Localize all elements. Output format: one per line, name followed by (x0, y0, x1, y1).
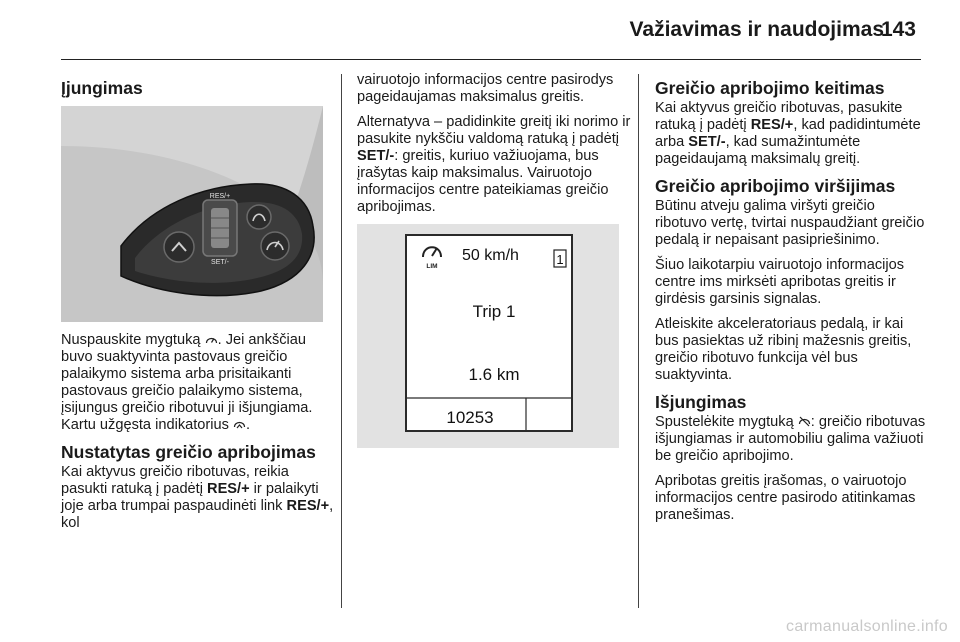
section-heading-change-limit: Greičio apribojimo keitimas (655, 78, 885, 98)
column-1 (61, 72, 335, 540)
display-page-indicator: 1 (556, 252, 564, 267)
section-heading-deactivation: Išjungimas (655, 392, 747, 412)
deactivation-note-paragraph: Apribotas greitis įrašomas, o vairuotojo informacijos centre pasirodo atitinkamas pranešimas. (655, 473, 916, 523)
display-speed-limit: 50 km/h (462, 247, 519, 264)
set-limit-paragraph: Kai aktyvus greičio ribotuvas, reikia pasukti ratuką į padėtį RES/+ ir palaikyti joje arba trumpai paspaudinėti link RES/+, kol (61, 464, 334, 531)
wheel-label-set: SET/- (211, 259, 229, 266)
continuation-paragraph: vairuotojo informacijos centre pasirodys pageidaujamas maksimalus greitis. (357, 72, 614, 105)
steering-wheel-illustration (61, 106, 323, 322)
speed-limiter-icon (205, 333, 218, 345)
display-odometer: 10253 (446, 408, 494, 427)
section-heading-exceed-limit: Greičio apribojimo viršijimas (655, 176, 896, 196)
exceed-paragraph-2: Šiuo laikotarpiu vairuotojo informacijos centre ims mirksėti apribotas greitis ir girdėsis garsinis signalas. (655, 257, 905, 307)
display-lim-label: LIM (426, 263, 438, 270)
section-heading-activation: Įjungimas (61, 78, 143, 98)
column-divider-1 (341, 74, 342, 608)
deactivation-paragraph: Spustelėkite mygtuką : greičio ribotuvas išjungiamas ir automobiliu galima važiuoti be greičio apribojimo. (655, 414, 926, 464)
section-heading-set-limit: Nustatytas greičio apribojimas (61, 442, 316, 462)
change-limit-paragraph: Kai aktyvus greičio ribotuvas, pasukite ratuką į padėtį RES/+, kad padidintumėte arba SET/-, kad sumažintumėte pageidaujamą maksimalų greitį. (655, 100, 921, 167)
activation-paragraph: Nuspauskite mygtuką . Jei ankščiau buvo suaktyvinta pastovaus greičio palaikymo sistema arba prisitaikanti pastovaus greičio palaikymo sistema, įsijungus greičio ribotuvui ji išjungiama. Kartu užgęsta indikatorius . (61, 332, 313, 433)
column-2 (357, 72, 631, 448)
driver-information-display-illustration (357, 224, 619, 448)
exceed-paragraph-1: Būtinu atveju galima viršyti greičio ribotuvo vertę, tvirtai nuspaudžiant greičio pedalą ir nepaisant pasipriešinimo. (655, 198, 925, 248)
speed-limiter-off-icon (798, 415, 811, 427)
wheel-label-res: RES/+ (209, 193, 231, 200)
column-3 (655, 72, 927, 532)
display-trip-label: Trip 1 (472, 302, 516, 321)
exceed-paragraph-3: Atleiskite akceleratoriaus pedalą, ir kai bus pasiektas už ribinį mažesnis greitis, greičio ribotuvo funkcija vėl bus suaktyvinta. (655, 316, 912, 383)
watermark: carmanualsonline.info (786, 618, 948, 635)
column-divider-2 (638, 74, 639, 608)
alternative-paragraph: Alternatyva – padidinkite greitį iki norimo ir pasukite nykščiu valdomą ratuką į padėtį SET/-: greitis, kuriuo važiuojama, bus įrašytas kaip maksimalus. Vairuotojo informacijos centre pateikiamas greičio apribojimas. (357, 114, 631, 215)
cruise-control-indicator-icon (233, 418, 246, 430)
page-header-title: Važiavimas ir naudojimas (629, 18, 884, 41)
page-number: 143 (880, 18, 916, 41)
display-trip-distance: 1.6 km (468, 365, 520, 384)
header-rule (61, 59, 921, 60)
